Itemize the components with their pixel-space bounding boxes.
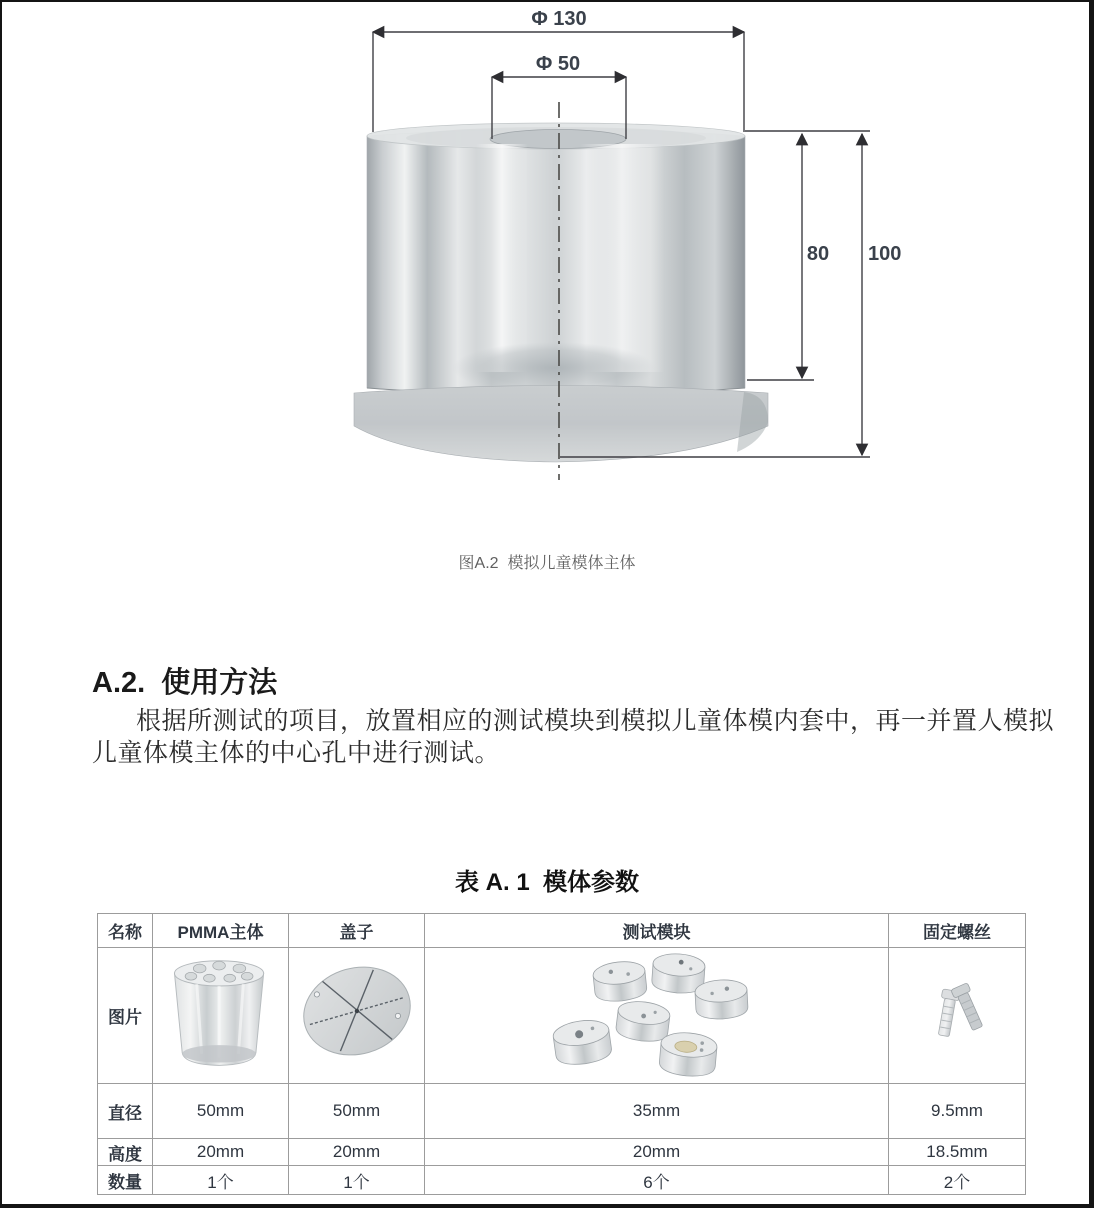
- col-header-pmma: PMMA主体: [153, 914, 289, 948]
- table-header-row: [98, 914, 1026, 948]
- paragraph-line: 儿童体模主体的中心孔中进行测试。: [92, 739, 501, 767]
- row-label-height: 高度: [98, 1139, 153, 1166]
- phantom-photo: [354, 123, 768, 462]
- row-label-image: 图片: [98, 948, 153, 1084]
- value-diameter-modules: 35mm: [425, 1084, 889, 1139]
- dim-label-80: 80: [806, 243, 830, 265]
- row-label-diameter: 直径: [98, 1084, 153, 1139]
- value-height-cover: 20mm: [289, 1139, 425, 1166]
- value-count-modules: 6个: [425, 1166, 889, 1195]
- figure-caption: 图A.2 模拟儿童模体主体: [458, 555, 636, 572]
- cover-photo: [292, 951, 422, 1081]
- value-diameter-pmma: 50mm: [153, 1084, 289, 1139]
- value-height-screws: 18.5mm: [889, 1139, 1026, 1166]
- table-cell: [889, 948, 1026, 1084]
- value-count-cover: 1个: [289, 1166, 425, 1195]
- phantom-base: [354, 386, 768, 463]
- table-cell: [153, 948, 289, 1084]
- table-cell: [289, 948, 425, 1084]
- table-row-height: [98, 1139, 1026, 1166]
- value-diameter-screws: 9.5mm: [889, 1084, 1026, 1139]
- row-label-count: 数量: [98, 1166, 153, 1195]
- table-row-diameter: [98, 1084, 1026, 1139]
- value-height-pmma: 20mm: [153, 1139, 289, 1166]
- screws-photo: [890, 949, 1025, 1083]
- col-header-name: 名称: [98, 914, 153, 948]
- phantom-parameters-table: [97, 913, 1026, 1195]
- dim-label-phi50: Φ 50: [535, 53, 581, 75]
- dim-label-100: 100: [868, 243, 902, 265]
- pmma-body-photo: [158, 951, 284, 1081]
- col-header-cover: 盖子: [289, 914, 425, 948]
- test-modules-photo: [426, 949, 888, 1083]
- col-header-screws: 固定螺丝: [889, 914, 1026, 948]
- value-diameter-cover: 50mm: [289, 1084, 425, 1139]
- table-title: 表 A. 1 模体参数: [454, 869, 640, 896]
- table-row-count: [98, 1166, 1026, 1195]
- phantom-figure: [2, 2, 1094, 522]
- section-heading: A.2. 使用方法: [92, 667, 278, 699]
- table-cell: [425, 948, 889, 1084]
- table-image-row: [98, 948, 1026, 1084]
- value-count-screws: 2个: [889, 1166, 1026, 1195]
- value-height-modules: 20mm: [425, 1139, 889, 1166]
- dim-label-phi130: Φ 130: [531, 8, 587, 30]
- paragraph-line: 根据所测试的项目，放置相应的测试模块到模拟儿童体模内套中，再一并置人模拟: [136, 707, 1055, 735]
- col-header-modules: 测试模块: [425, 914, 889, 948]
- value-count-pmma: 1个: [153, 1166, 289, 1195]
